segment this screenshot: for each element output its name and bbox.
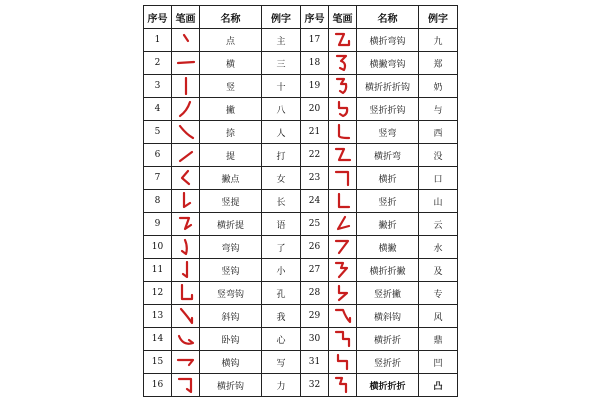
dot-stroke-icon — [176, 31, 196, 49]
table-row — [144, 374, 458, 397]
row-number-2: 17 — [301, 29, 329, 52]
stroke-cell-2 — [329, 29, 357, 52]
stroke-cell — [172, 75, 200, 98]
row-number-2: 31 — [301, 351, 329, 374]
stroke-name-2: 横折折撇 — [357, 259, 419, 282]
hengzheti-stroke-icon — [176, 215, 196, 233]
stroke-cell-2 — [329, 167, 357, 190]
row-number: 4 — [144, 98, 172, 121]
stroke-name-2: 横斜钩 — [357, 305, 419, 328]
table-row — [144, 190, 458, 213]
row-number: 12 — [144, 282, 172, 305]
stroke-table — [143, 5, 458, 397]
example-char-2: 山 — [419, 190, 458, 213]
shuwangou-stroke-icon — [176, 284, 196, 302]
stroke-name: 横 — [200, 52, 262, 75]
stroke-cell — [172, 98, 200, 121]
hengzhezhezhe-stroke-icon — [333, 376, 353, 394]
table-row — [144, 213, 458, 236]
stroke-cell — [172, 259, 200, 282]
example-char: 了 — [262, 236, 301, 259]
row-number-2: 32 — [301, 374, 329, 397]
stroke-name: 弯钩 — [200, 236, 262, 259]
row-number: 9 — [144, 213, 172, 236]
table-row — [144, 75, 458, 98]
example-char-2: 凹 — [419, 351, 458, 374]
stroke-cell-2 — [329, 305, 357, 328]
example-char: 打 — [262, 144, 301, 167]
example-char: 人 — [262, 121, 301, 144]
row-number: 16 — [144, 374, 172, 397]
stroke-cell-2 — [329, 236, 357, 259]
stroke-name: 提 — [200, 144, 262, 167]
stroke-cell — [172, 282, 200, 305]
row-number-2: 23 — [301, 167, 329, 190]
piezhe-stroke-icon — [333, 215, 353, 233]
example-char: 八 — [262, 98, 301, 121]
stroke-cell-2 — [329, 351, 357, 374]
stroke-cell-2 — [329, 98, 357, 121]
example-char-2: 九 — [419, 29, 458, 52]
row-number-2: 26 — [301, 236, 329, 259]
header-stroke-2: 笔画 — [329, 6, 357, 29]
stroke-cell — [172, 374, 200, 397]
header-name: 名称 — [200, 6, 262, 29]
stroke-name: 撇点 — [200, 167, 262, 190]
stroke-name: 横折钩 — [200, 374, 262, 397]
hengzhewangou-stroke-icon — [333, 31, 353, 49]
row-number: 15 — [144, 351, 172, 374]
stroke-name-2: 横折折折钩 — [357, 75, 419, 98]
row-number-2: 20 — [301, 98, 329, 121]
stroke-cell-2 — [329, 75, 357, 98]
hengzhewan-stroke-icon — [333, 146, 353, 164]
example-char: 三 — [262, 52, 301, 75]
header-example-2: 例字 — [419, 6, 458, 29]
row-number: 3 — [144, 75, 172, 98]
example-char-2: 鼎 — [419, 328, 458, 351]
row-number: 13 — [144, 305, 172, 328]
stroke-name-2: 横折弯 — [357, 144, 419, 167]
stroke-cell — [172, 351, 200, 374]
example-char: 小 — [262, 259, 301, 282]
hengzhegou-stroke-icon — [176, 376, 196, 394]
row-number-2: 27 — [301, 259, 329, 282]
stroke-name: 竖弯钩 — [200, 282, 262, 305]
header-stroke: 笔画 — [172, 6, 200, 29]
hengzhezhe-stroke-icon — [333, 330, 353, 348]
table-row — [144, 328, 458, 351]
stroke-name-2: 横折折 — [357, 328, 419, 351]
hengzhezhepie-stroke-icon — [333, 261, 353, 279]
example-char-2: 及 — [419, 259, 458, 282]
header-number: 序号 — [144, 6, 172, 29]
stroke-cell — [172, 328, 200, 351]
table-row — [144, 236, 458, 259]
row-number: 7 — [144, 167, 172, 190]
header-name-2: 名称 — [357, 6, 419, 29]
stroke-cell-2 — [329, 374, 357, 397]
example-char: 主 — [262, 29, 301, 52]
stroke-name: 竖提 — [200, 190, 262, 213]
example-char-2: 水 — [419, 236, 458, 259]
row-number-2: 29 — [301, 305, 329, 328]
stroke-name: 横折提 — [200, 213, 262, 236]
shuti-stroke-icon — [176, 192, 196, 210]
wogou-stroke-icon — [176, 330, 196, 348]
stroke-cell-2 — [329, 190, 357, 213]
table-row — [144, 167, 458, 190]
na-stroke-icon — [176, 123, 196, 141]
stroke-name-2: 竖折折钩 — [357, 98, 419, 121]
header-example: 例字 — [262, 6, 301, 29]
stroke-table-sheet — [143, 5, 457, 397]
shugou-stroke-icon — [176, 261, 196, 279]
stroke-name-2: 横折 — [357, 167, 419, 190]
row-number: 1 — [144, 29, 172, 52]
hengxiegou-stroke-icon — [333, 307, 353, 325]
row-number-2: 30 — [301, 328, 329, 351]
stroke-cell-2 — [329, 52, 357, 75]
hengzhezhezhegou-stroke-icon — [333, 77, 353, 95]
shuzhezhe-stroke-icon — [333, 353, 353, 371]
xiegou-stroke-icon — [176, 307, 196, 325]
table-row — [144, 305, 458, 328]
stroke-cell — [172, 190, 200, 213]
example-char: 长 — [262, 190, 301, 213]
shuzhe-stroke-icon — [333, 192, 353, 210]
stroke-name-2: 竖折 — [357, 190, 419, 213]
row-number: 8 — [144, 190, 172, 213]
stroke-cell — [172, 213, 200, 236]
example-char-2: 与 — [419, 98, 458, 121]
example-char-2: 专 — [419, 282, 458, 305]
stroke-name-2: 横撇弯钩 — [357, 52, 419, 75]
example-char: 我 — [262, 305, 301, 328]
ti-stroke-icon — [176, 146, 196, 164]
example-char-2: 没 — [419, 144, 458, 167]
stroke-cell — [172, 236, 200, 259]
stroke-name-2: 横折弯钩 — [357, 29, 419, 52]
row-number-2: 19 — [301, 75, 329, 98]
stroke-cell-2 — [329, 213, 357, 236]
stroke-name: 卧钩 — [200, 328, 262, 351]
hengpiewangou-stroke-icon — [333, 54, 353, 72]
wangou-stroke-icon — [176, 238, 196, 256]
table-header-row — [144, 6, 458, 29]
example-char-2: 西 — [419, 121, 458, 144]
shuzhepie-stroke-icon — [333, 284, 353, 302]
stroke-name: 点 — [200, 29, 262, 52]
stroke-cell-2 — [329, 144, 357, 167]
header-number-2: 序号 — [301, 6, 329, 29]
row-number: 10 — [144, 236, 172, 259]
hengzhe-stroke-icon — [333, 169, 353, 187]
stroke-name: 竖钩 — [200, 259, 262, 282]
example-char: 女 — [262, 167, 301, 190]
example-char-2: 凸 — [419, 374, 458, 397]
row-number-2: 25 — [301, 213, 329, 236]
row-number: 14 — [144, 328, 172, 351]
stroke-cell-2 — [329, 259, 357, 282]
shuzhezhegou-stroke-icon — [333, 100, 353, 118]
row-number: 6 — [144, 144, 172, 167]
row-number: 2 — [144, 52, 172, 75]
table-row — [144, 98, 458, 121]
stroke-cell-2 — [329, 282, 357, 305]
row-number-2: 21 — [301, 121, 329, 144]
stroke-name-2: 撇折 — [357, 213, 419, 236]
stroke-cell — [172, 305, 200, 328]
row-number-2: 22 — [301, 144, 329, 167]
stroke-cell — [172, 121, 200, 144]
stroke-name: 撇 — [200, 98, 262, 121]
stroke-name-2: 竖折撇 — [357, 282, 419, 305]
stroke-name: 捺 — [200, 121, 262, 144]
example-char: 写 — [262, 351, 301, 374]
table-row — [144, 144, 458, 167]
stroke-cell — [172, 167, 200, 190]
shu-stroke-icon — [176, 77, 196, 95]
stroke-name-2: 竖弯 — [357, 121, 419, 144]
stroke-name-2: 横折折折 — [357, 374, 419, 397]
table-row — [144, 29, 458, 52]
hengpie-stroke-icon — [333, 238, 353, 256]
stroke-name-2: 横撇 — [357, 236, 419, 259]
example-char: 语 — [262, 213, 301, 236]
stroke-name: 斜钩 — [200, 305, 262, 328]
henggou-stroke-icon — [176, 353, 196, 371]
example-char-2: 郑 — [419, 52, 458, 75]
table-row — [144, 259, 458, 282]
stroke-cell-2 — [329, 121, 357, 144]
row-number-2: 18 — [301, 52, 329, 75]
stroke-cell — [172, 144, 200, 167]
pie-stroke-icon — [176, 100, 196, 118]
table-row — [144, 282, 458, 305]
table-row — [144, 351, 458, 374]
stroke-cell — [172, 29, 200, 52]
example-char: 心 — [262, 328, 301, 351]
stroke-name: 竖 — [200, 75, 262, 98]
example-char-2: 风 — [419, 305, 458, 328]
table-body — [144, 29, 458, 397]
example-char: 孔 — [262, 282, 301, 305]
table-row — [144, 52, 458, 75]
example-char: 十 — [262, 75, 301, 98]
piedian-stroke-icon — [176, 169, 196, 187]
example-char-2: 云 — [419, 213, 458, 236]
stroke-name: 横钩 — [200, 351, 262, 374]
example-char-2: 口 — [419, 167, 458, 190]
shuwan-stroke-icon — [333, 123, 353, 141]
row-number: 5 — [144, 121, 172, 144]
row-number-2: 24 — [301, 190, 329, 213]
heng-stroke-icon — [176, 54, 196, 72]
stroke-cell-2 — [329, 328, 357, 351]
example-char: 力 — [262, 374, 301, 397]
row-number: 11 — [144, 259, 172, 282]
table-row — [144, 121, 458, 144]
stroke-name-2: 竖折折 — [357, 351, 419, 374]
stroke-cell — [172, 52, 200, 75]
example-char-2: 奶 — [419, 75, 458, 98]
row-number-2: 28 — [301, 282, 329, 305]
